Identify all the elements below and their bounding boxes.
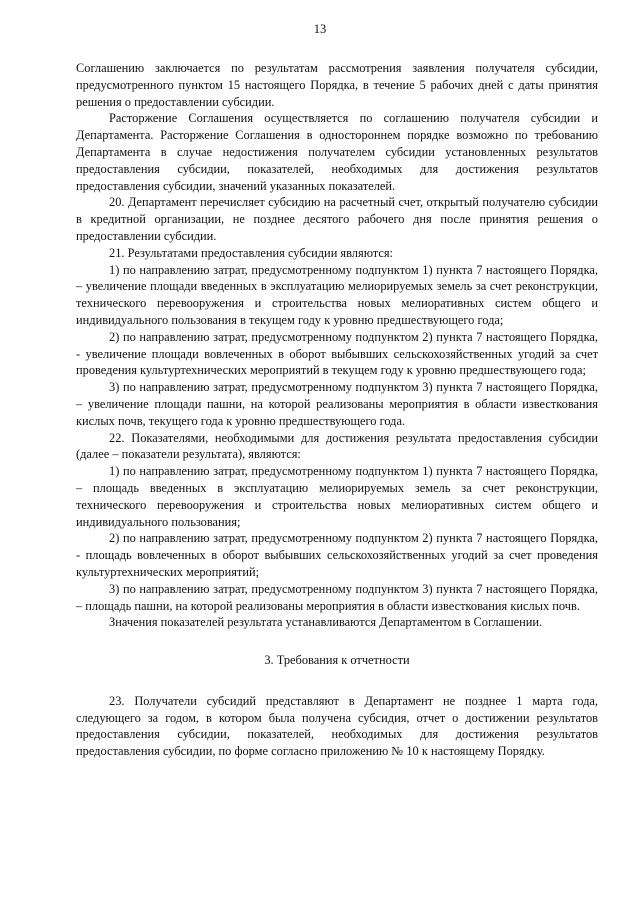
- paragraph-20-transfer: 20. Департамент перечисляет субсидию на расчетный счет, открытый получателю субсидии в кредитной организации, не позднее десятого рабочего дня после принятия решения о предоставлении субсидии.: [76, 195, 598, 243]
- page-number: 13: [313, 22, 327, 36]
- document-body: [76, 60, 598, 760]
- paragraph-22-indicators-intro: 22. Показателями, необходимыми для достижения результата предоставления субсидии (далее – показатели результата), являются:: [76, 430, 598, 462]
- paragraph-23-reporting: 23. Получатели субсидий представляют в Департамент не позднее 1 марта года, следующего за годом, в котором была получена субсидия, отчет о достижении результатов предоставления субсидии, показателей, необходимых для достижения результатов предоставления субсидии, по форме согласно приложению № 10 к настоящему Порядку.: [76, 693, 598, 759]
- list-item-21-2: 2) по направлению затрат, предусмотренному подпунктом 2) пункта 7 настоящего Порядка, - увеличение площади вовлеченных в оборот выбывших сельскохозяйственных угодий за счет проведения культуртехнических мероприятий в текущем году к уровню предшествующего года;: [76, 329, 598, 378]
- list-item-22-3: 3) по направлению затрат, предусмотренному подпунктом 3) пункта 7 настоящего Порядка, – площадь пашни, на которой реализованы мероприятия в области известкования кислых почв.: [76, 581, 598, 613]
- paragraph-agreement-termination: Расторжение Соглашения осуществляется по соглашению получателя субсидии и Департамента. Расторжение Соглашения в одностороннем порядке возможно по требованию Департамента в случае недостижения получателем субсидии установленных результатов предоставления субсидии, показателей, необходимых для достижения результатов предоставления субсидии, значений указанных показателей.: [76, 111, 598, 193]
- list-item-21-1: 1) по направлению затрат, предусмотренному подпунктом 1) пункта 7 настоящего Порядка, – увеличение площади введенных в эксплуатацию мелиорируемых земель за счет реконструкции, технического перевооружения и строительства новых мелиоративных систем общего и индивидуального пользования в текущем году к уровню предшествующего года;: [76, 262, 598, 327]
- list-item-22-1: 1) по направлению затрат, предусмотренному подпунктом 1) пункта 7 настоящего Порядка, – площадь введенных в эксплуатацию мелиорируемых земель за счет реконструкции, технического перевооружения и строительства новых мелиоративных систем общего и индивидуального пользования;: [76, 464, 598, 529]
- list-item-22-2: 2) по направлению затрат, предусмотренному подпунктом 2) пункта 7 настоящего Порядка, - площадь вовлеченных в оборот выбывших сельскохозяйственных угодий за счет проведения культуртехнических мероприятий;: [76, 531, 598, 579]
- section-heading: 3. Требования к отчетности: [264, 653, 410, 668]
- paragraph-indicator-values: Значения показателей результата устанавливаются Департаментом в Соглашении.: [109, 615, 543, 630]
- paragraph-agreement-conclusion: Соглашению заключается по результатам рассмотрения заявления получателя субсидии, предусмотренного пунктом 15 настоящего Порядка, в течение 5 рабочих дней с даты принятия решения о предоставлении субсидии.: [76, 61, 598, 109]
- paragraph-21-results-intro: 21. Результатами предоставления субсидии являются:: [109, 245, 393, 260]
- list-item-21-3: 3) по направлению затрат, предусмотренному подпунктом 3) пункта 7 настоящего Порядка, – увеличение площади пашни, на которой реализованы мероприятия в области известкования кислых почв, текущего года к уровню предшествующего года.: [76, 380, 598, 428]
